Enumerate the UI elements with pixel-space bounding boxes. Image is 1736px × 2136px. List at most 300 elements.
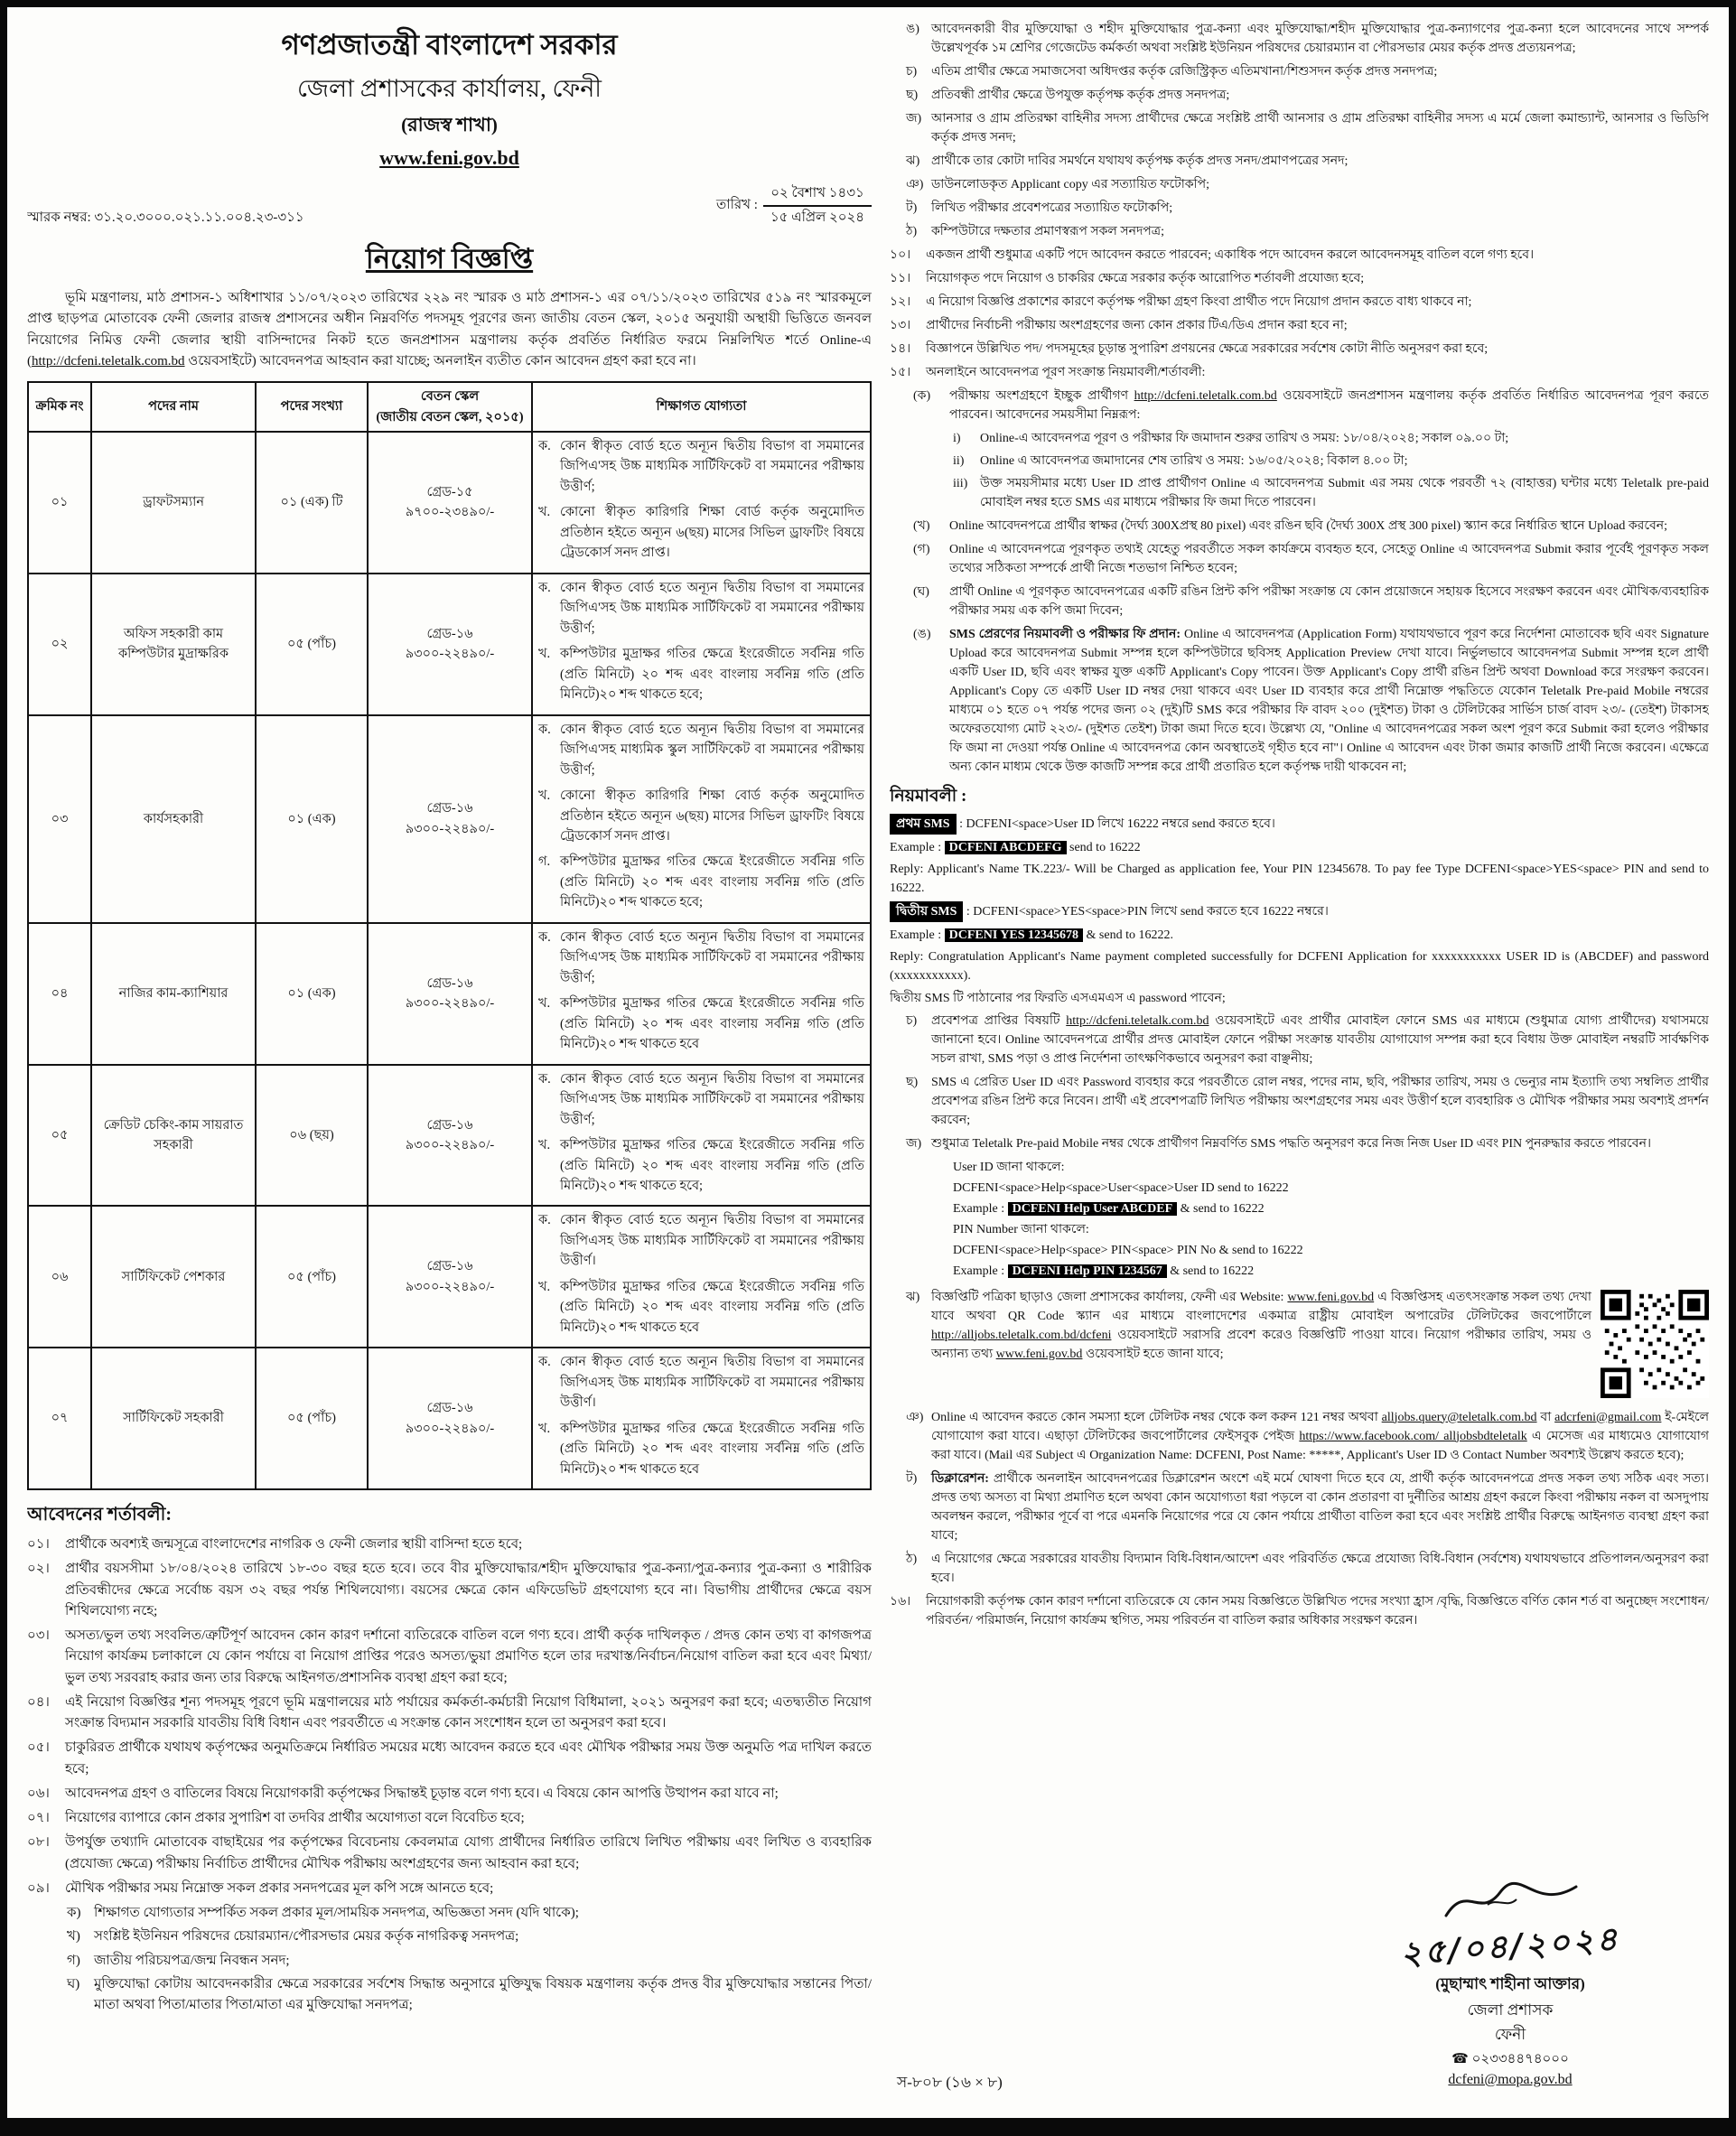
pay-grade: গ্রেড-১৬ <box>426 1117 473 1133</box>
doc-text: প্রতিবন্ধী প্রার্থীর ক্ষেত্রে উপযুক্ত কর্তৃপক্ষ কর্তৃক প্রদত্ত সনদপত্র; <box>931 89 1230 102</box>
qualifications-cell <box>532 923 871 1065</box>
example-suffix: & send to 16222 <box>1166 1264 1255 1278</box>
rule-item-ta-declaration <box>906 1469 1709 1545</box>
office-website-link[interactable]: www.feni.gov.bd <box>379 146 519 170</box>
qual-text: কোন স্বীকৃত বোর্ড হতে অন্যূন দ্বিতীয় বিভাগ বা সমমানের জিপিএ'সহ উচ্চ মাধ্যমিক সার্টিফিকেট বা সমমানের পরীক্ষায় উত্তীর্ণ; <box>560 439 864 494</box>
document-list-item <box>906 152 1709 171</box>
row-serial: ০৩ <box>28 715 91 923</box>
post-count: ০৫ (পাঁচ) <box>256 1206 368 1348</box>
pay-range: ৯৩০০-২২৪৯০/- <box>405 821 495 836</box>
document-list-item <box>906 62 1709 81</box>
qual-text: কোনো স্বীকৃত কারিগরি শিক্ষা বোর্ড কর্তৃক অনুমোদিত প্রতিষ্ঠান হইতে অন্যূন ৬(ছয়) মাসের সিভিল ড্রাফটিং বিষয়ে ট্রেডকোর্স সনদ প্রাপ্ত। <box>560 505 864 561</box>
doc-label: ঘ) <box>67 1976 80 1991</box>
first-sms-reply: Reply: Applicant's Name TK.223/- Will be Charged as application fee, Your PIN 12345678. To pay fee Type DCFENI<space>YES<space> PIN and send to 16222. <box>890 862 1709 895</box>
qual-label: ক. <box>538 439 551 454</box>
condition-item <box>27 1738 872 1780</box>
signer-name: (মুছাম্মাৎ শাহীনা আক্তার) <box>1435 1975 1585 1992</box>
rule-text: ওয়েবসাইটে সরাসরি প্রবেশ করেও বিজ্ঞপ্তিটি পাওয়া যাবে। নিয়োগ পরীক্ষার তারিখ, সময় ও অন্যান্য তথ্য <box>931 1328 1591 1361</box>
rule-text: এ নিয়োগের ক্ষেত্রে সরকারের যাবতীয় বিদ্যমান বিধি-বিধান/আদেশ এবং পরিবর্তিত ক্ষেত্রে প্রযোজ্য বিধি-বিধান (সর্বশেষ) যথাযথভাবে প্রতিপালন/অনুসরণ করা হবে। <box>931 1552 1709 1585</box>
teletalk-query-email-link[interactable]: alljobs.query@teletalk.com.bd <box>1381 1410 1537 1424</box>
post-count: ০১ (এক) <box>256 923 368 1065</box>
rule-item-jha <box>906 1288 1709 1404</box>
document-list-item <box>906 199 1709 218</box>
col-header-post: পদের নাম <box>91 382 256 432</box>
row-serial: ০৫ <box>28 1065 91 1207</box>
condition-number: ১৩। <box>890 319 911 332</box>
post-name: কার্যসহকারী <box>91 715 256 923</box>
condition-item <box>27 1879 872 1899</box>
first-sms-badge: প্রথম SMS <box>890 814 957 835</box>
col-header-serial: ক্রমিক নং <box>28 382 91 432</box>
rule-item-chha <box>906 1073 1709 1130</box>
roman-item <box>953 452 1709 471</box>
sms-fee-text: Online এ আবেদনপত্র (Application Form) যথাযথভাবে পূরণ করে নির্দেশনা মোতাবেক ছবি এবং Signature Upload করে আবেদনপত্র Submit সম্পন্ন হলে কম্পিউটারে ছবিসহ Application Preview দেখা যাবে। নির্ভুলভাবে আবেদনপত্র Submit সম্পন্ন হলে প্রার্থী একটি User ID, ছবি এবং স্বাক্ষর যুক্ত একটি Applicant's Copy পাবেন। উক্ত Applicant's Copy প্রার্থী রঙিন প্রিন্ট অথবা Download করে সংরক্ষণ করবেন। Applicant's Copy তে একটি User ID নম্বর দেয়া থাকবে এবং User ID ব্যবহার করে প্রার্থী নিম্নোক্ত পদ্ধতিতে যেকোন Teletalk Pre-paid Mobile নম্বরের মাধ্যমে ০১ হতে ০৭ পর্যন্ত পদের জন্য ০২ (দুই)টি SMS করে পরীক্ষার ফি বাবদ ২০০ (দুইশত) টাকা ও টেলিটকের সার্ভিস চার্জ বাবদ ২৩/- (তেইশ) টাকাসহ অফেরতযোগ্য মোট ২২৩/- (দুইশত তেইশ) টাকা জমা দিতে হবে। উল্লেখ্য যে, "Online এ আবেদনপত্রের সকল অংশ পূরণ করে Submit করা হলেও পরীক্ষার ফি জমা না দেওয়া পর্যন্ত Online এ আবেদনপত্র কোন অবস্থাতেই গৃহীত হবে না"। Online এ আবেদন এবং টাকা জমার কাজটি প্রার্থী নিজে করবেন। এক্ষেত্রে অন্য কোন মাধ্যম থেকে উক্ত কাজটি সম্পন্ন করে প্রার্থী প্রতারিত হলে কর্তৃপক্ষ দায়ী থাকবেন না; <box>949 628 1709 774</box>
condition-number: ০৮। <box>27 1835 50 1851</box>
qual-label: খ. <box>538 647 551 662</box>
example-label: Example : <box>953 1201 1008 1216</box>
qual-text: কোন স্বীকৃত বোর্ড হতে অন্যূন দ্বিতীয় বিভাগ বা সমমানের জিপিএ'সহ মাধ্যমিক স্কুল সার্টিফিকেট বা সমমানের পরীক্ষায় উত্তীর্ণ; <box>560 722 864 778</box>
document-list-item <box>67 1974 872 2017</box>
condition-item <box>27 1833 872 1875</box>
facebook-page-link[interactable]: https://www.facebook.com/ alljobsbdteletalk <box>1299 1429 1527 1443</box>
qual-label: ক. <box>538 722 551 737</box>
col-header-scale-line1: বেতন স্কেল <box>420 389 480 405</box>
condition-item <box>27 1693 872 1735</box>
condition-number: ০৬। <box>27 1786 50 1801</box>
sub-item-gha <box>913 583 1709 620</box>
condition-text: উপর্যুক্ত তথ্যাদি মোতাবেক বাছাইয়ের পর কর্তৃপক্ষের বিবেচনায় কেবলমাত্র যোগ্য প্রার্থীদের নির্ধারিত তারিখে লিখিত পরীক্ষায় এবং লিখিত ও ব্যবহারিক (প্রযোজ্য ক্ষেত্রে) পরীক্ষায় নির্বাচিত প্রার্থীদের মৌখিক পরীক্ষায় অংশগ্রহণের জন্য আহবান করা হবে; <box>65 1835 872 1871</box>
alljobs-portal-link[interactable]: http://alljobs.teletalk.com.bd/dcfeni <box>931 1328 1112 1342</box>
pin-recovery-label: PIN Number জানা থাকলে: <box>953 1222 1089 1236</box>
post-count: ০১ (এক) <box>256 715 368 923</box>
rule-text: ওয়েবসাইটে এবং প্রার্থীর মোবাইল ফোনে SMS এর মাধ্যমে (শুধুমাত্র যোগ্য প্রার্থীদের) যথাসময়ে জানানো হবে। Online আবেদনপত্রে প্রার্থীর প্রদত্ত মোবাইল ফোনে পরীক্ষা সংক্রান্ত যাবতীয় যোগাযোগ সম্পন্ন করা হবে বিধায় উক্ত মোবাইল নম্বরটি সার্বক্ষণিক সচল রাখা, SMS পড়া ও প্রাপ্ত নির্দেশনা তাৎক্ষণিকভাবে অনুসরণ করা বাঞ্ছনীয়; <box>931 1013 1709 1066</box>
table-row <box>28 432 871 574</box>
doc-label: ট) <box>906 201 918 215</box>
table-row <box>28 923 871 1065</box>
post-count: ০৫ (পাঁচ) <box>256 1348 368 1489</box>
document-list-item <box>906 175 1709 194</box>
example-highlighted: DCFENI Help PIN 1234567 <box>1008 1264 1167 1278</box>
phone-line <box>1348 2049 1673 2070</box>
qual-text: কম্পিউটার মুদ্রাক্ষর গতির ক্ষেত্রে ইংরেজীতে সর্বনিম্ন গতি (প্রতি মিনিটে) ২০ শব্দ এবং বাংলায় সর্বনিম্ন গতি (প্রতি মিনিটে)২০ শব্দ থাকতে হবে; <box>560 1138 864 1194</box>
rules-heading: নিয়মাবলী : <box>890 787 967 806</box>
rule-text: এ বিজ্ঞপ্তিসহ এতৎসংক্রান্ত সকল তথ্য দেখা যাবে অথবা QR Code স্ক্যান এর মাধ্যমে বাংলাদেশের একমাত্র রাষ্ট্রীয় মোবাইল অপারেটর টেলিটকের জবপোর্টালে <box>931 1290 1591 1323</box>
col-header-scale-line2: (জাতীয় বেতন স্কেল, ২০১৫) <box>376 409 524 424</box>
second-sms-example <box>890 926 1709 945</box>
qual-label: ক. <box>538 1355 551 1370</box>
second-sms-line <box>890 901 1709 922</box>
condition-text: মৌখিক পরীক্ষার সময় নিম্নোক্ত সকল প্রকার সনদপত্রের মূল কপি সঙ্গে আনতে হবে; <box>65 1880 494 1896</box>
application-site-link[interactable]: http://dcfeni.teletalk.com.bd <box>1066 1013 1209 1028</box>
sms-fee-lead: SMS প্রেরণের নিয়মাবলী ও পরীক্ষার ফি প্রদান: <box>949 628 1181 641</box>
press-code: স-৮০৮ (১৬ × ৮) <box>897 2074 1003 2091</box>
qual-label: খ. <box>538 1138 551 1153</box>
second-sms-reply: Reply: Congratulation Applicant's Name payment completed successfully for DCFENI Application for xxxxxxxxxxx USER ID is (ABCDEF) and password (xxxxxxxxxxx). <box>890 949 1709 983</box>
condition-text: প্রার্থীর বয়সসীমা ১৮/০৪/২০২৪ তারিখে ১৮-৩০ বছর হতে হবে। তবে বীর মুক্তিযোদ্ধার/শহীদ মুক্তিযোদ্ধার পুত্র-কন্যা/পুত্র-কন্যার পুত্র-কন্যা ও শারীরিক প্রতিবন্ধীদের ক্ষেত্রে সর্বোচ্চ বয়স ৩২ বছর পর্যন্ত শিথিলযোগ্য। বয়সের ক্ষেত্রে কোন এফিডেভিট গ্রহণযোগ্য হবে না। বিভাগীয় প্রার্থীদের ক্ষেত্রে বয়স শিথিলযোগ্য নহে; <box>65 1562 872 1618</box>
qual-label: ক. <box>538 929 551 945</box>
qualifications-cell <box>532 1348 871 1489</box>
condition-item <box>890 1592 1709 1630</box>
intro-text-1: ভূমি মন্ত্রণালয়, মাঠ প্রশাসন-১ অধিশাখার ১১/০৭/২০২৩ তারিখের ২২৯ নং স্মারক ও মাঠ প্রশাসন-১ এর ০৭/১১/২০২৩ তারিখের ৫১৯ নং স্মারকমূলে প্রাপ্ত ছাড়পত্র মোতাবেক ফেনী জেলার রাজস্ব প্রশাসনের অধীন নিম্নবর্ণিত পদসমূহ পূরণের জন্য জাতীয় বেতন স্কেল, ২০১৫ অনুযায়ী অস্থায়ী ভিত্তিতে জনবল নিয়োগের নিমিত্ত ফেনী জেলার স্থায়ী বাসিন্দাদের নিকট হতে জনপ্রশাসন মন্ত্রণালয় কর্তৃক প্রবর্তিত নির্ধারিত ফরমে নিম্নলিখিত শর্তে Online-এ ( <box>27 291 872 368</box>
pay-range: ৯৩০০-২২৪৯০/- <box>405 1138 495 1153</box>
positions-table <box>27 381 872 1490</box>
condition-text: নিয়োগকারী কর্তৃপক্ষ কোন কারণ দর্শানো ব্যতিরেকে যে কোন সময় বিজ্ঞপ্তিতে উল্লিখিত পদের সংখ্যা হ্রাস /বৃদ্ধি, বিজ্ঞপ্তিতে বর্ণিত কোন শর্ত বা অনুচ্ছেদ সংশোধন/ পরিবর্তন/ পরিমার্জন, নিয়োগ কার্যক্রম স্থগিত, সময় পরিবর্তন বা বাতিল করার অধিকার সংরক্ষণ করেন। <box>926 1594 1709 1628</box>
government-title: গণপ্রজাতন্ত্রী বাংলাদেশ সরকার <box>281 29 618 61</box>
pay-scale <box>368 574 532 715</box>
first-sms-text: : DCFENI<space>User ID লিখে 16222 নম্বরে send করতে হবে। <box>956 816 1275 831</box>
handwritten-date: ২৫/০৪/২০২৪ <box>1399 1919 1621 1973</box>
intro-text-2: ওয়েবসাইটে) আবেদনপত্র আহবান করা যাচ্ছে; অনলাইন ব্যতীত কোন আবেদন গ্রহণ করা হবে না। <box>184 353 696 368</box>
document-list-item <box>906 20 1709 58</box>
roman-item <box>953 429 1709 448</box>
roman-label: ii) <box>953 454 965 468</box>
qual-text: কোন স্বীকৃত বোর্ড হতে অন্যূন দ্বিতীয় বিভাগ বা সমমানের জিপিএ'সহ উচ্চ মাধ্যমিক সার্টিফিকেট বা সমমানের পরীক্ষায় উত্তীর্ণ; <box>560 1071 864 1127</box>
qual-label: ক. <box>538 1071 551 1087</box>
feni-website-link[interactable]: www.feni.gov.bd <box>995 1347 1083 1361</box>
pay-grade: গ্রেড-১৬ <box>426 626 473 641</box>
condition-text: নিয়োগকৃত পদে নিয়োগ ও চাকরির ক্ষেত্রে সরকার কর্তৃক আরোপিত শর্তাবলী প্রযোজ্য হবে; <box>926 272 1365 285</box>
condition-item <box>890 316 1709 335</box>
condition-number: ১১। <box>890 272 911 285</box>
qual-label: খ. <box>538 788 551 804</box>
example-highlighted: DCFENI Help User ABCDEF <box>1008 1202 1177 1216</box>
document-list-item <box>67 1903 872 1924</box>
doc-text: এতিম প্রার্থীর ক্ষেত্রে সমাজসেবা অধিদপ্তর কর্তৃক রেজিস্ট্রিকৃত এতিমখানা/শিশুসদন কর্তৃক প্রদত্ত সনদপত্র; <box>931 65 1438 79</box>
rule-text: প্রবেশপত্র প্রাপ্তির বিষয়টি <box>931 1013 1067 1028</box>
rule-text: ই-মেইলে যোগাযোগ করা যাবে। এছাড়া টেলিটকের জবপোর্টালের ফেইসবুক পেইজ <box>931 1410 1709 1443</box>
row-serial: ০৭ <box>28 1348 91 1489</box>
rule-item-ja <box>906 1134 1709 1153</box>
pay-range: ৯৩০০-২২৪৯০/- <box>405 996 495 1012</box>
doc-text: আবেদনকারী বীর মুক্তিযোদ্ধা ও শহীদ মুক্তিযোদ্ধার পুত্র-কন্যা এবং মুক্তিযোদ্ধা/শহীদ মুক্তিযোদ্ধার পুত্র-কন্যাগণের পুত্র-কন্যা হলে আবেদনের সাথে সম্পর্ক উল্লেখপূর্বক ১ম শ্রেণির গেজেটেড কর্মকর্তা অথবা সংশ্লিষ্ট ইউনিয়ন পরিষদের চেয়ারম্যান বা পৌরসভার মেয়র কর্তৃক প্রদত্ত প্রত্যয়নপত্র; <box>931 23 1709 55</box>
roman-text: Online এ আবেদনপত্র জমাদানের শেষ তারিখ ও সময়: ১৬/০৫/২০২৪; বিকাল ৪.০০ টা; <box>980 454 1408 468</box>
sub-text: Online এ আবেদনপত্রে পূরণকৃত তথ্যই যেহেতু পরবর্তীতে সকল কার্যক্রমে ব্যবহৃত হবে, সেহেতু Online এ আবেদনপত্র Submit করার পূর্বেই পূরণকৃত সকল তথ্যের সঠিকতা সম্পর্কে প্রার্থী নিজে শতভাগ নিশ্চিত হবেন; <box>949 543 1709 575</box>
pay-grade: গ্রেড-১৬ <box>426 1259 473 1274</box>
doc-label: ঞ) <box>906 178 924 191</box>
doc-label: ঠ) <box>906 225 918 238</box>
sub-text: প্রার্থী Online এ পূরণকৃত আবেদনপত্রের একটি রঙিন প্রিন্ট কপি পরীক্ষা সংক্রান্ত যে কোন প্রয়োজনে সহায়ক হিসেবে সংরক্ষণ করবেন এবং মৌখিক/ব্যবহারিক পরীক্ষার সময় এক কপি জমা দিবেন; <box>949 585 1709 618</box>
document-list-item <box>67 1951 872 1972</box>
second-sms-text: : DCFENI<space>YES<space>PIN লিখে send করতে হবে 16222 নম্বরে। <box>963 904 1329 919</box>
rule-label: ঠ) <box>906 1552 918 1566</box>
userid-recovery-command: DCFENI<space>Help<space>User<space>User ID send to 16222 <box>953 1180 1289 1195</box>
document-list-item <box>67 1926 872 1947</box>
condition-number: ০২। <box>27 1562 50 1577</box>
qual-label: খ. <box>538 1421 551 1436</box>
signer-district: ফেনী <box>1494 2026 1526 2043</box>
qual-text: কম্পিউটার মুদ্রাক্ষর গতির ক্ষেত্রে ইংরেজীতে সর্বনিম্ন গতি (প্রতি মিনিটে) ২০ শব্দ এবং বাংলায় সর্বনিম্ন গতি (প্রতি মিনিটে)২০ শব্দ থাকতে হবে <box>560 1279 864 1335</box>
doc-text: মুক্তিযোদ্ধা কোটায় আবেদনকারীর ক্ষেত্রে সরকারের সর্বশেষ সিদ্ধান্ত অনুসারে মুক্তিযুদ্ধ বিষয়ক মন্ত্রণালয় কর্তৃক প্রদত্ত বীর মুক্তিযোদ্ধার সন্তানের পিতা/মাতা অথবা পিতা/মাতার পিতা/মাতা এর মুক্তিযোদ্ধা সনদপত্র; <box>94 1976 872 2013</box>
application-site-link[interactable]: http://dcfeni.teletalk.com.bd <box>1134 389 1277 403</box>
doc-label: চ) <box>906 65 918 79</box>
col-header-count: পদের সংখ্যা <box>256 382 368 432</box>
example-suffix: send to 16222 <box>1066 840 1141 854</box>
condition-text: প্রার্থীদের নির্বাচনী পরীক্ষায় অংশগ্রহণের জন্য কোন প্রকার টিএ/ডিএ প্রদান করা হবে না; <box>926 319 1348 332</box>
qual-text: কম্পিউটার মুদ্রাক্ষর গতির ক্ষেত্রে ইংরেজীতে সর্বনিম্ন গতি (প্রতি মিনিটে) ২০ শব্দ এবং বাংলায় সর্বনিম্ন গতি (প্রতি মিনিটে)২০ শব্দ থাকতে হবে <box>560 1421 864 1477</box>
condition-text: চাকুরিরত প্রার্থীকে যথাযথ কর্তৃপক্ষের অনুমতিক্রমে নির্ধারিত সময়ের মধ্যে আবেদন করতে হবে এবং মৌখিক পরীক্ষার সময় উক্ত অনুমতি পত্র দাখিল করতে হবে; <box>65 1740 872 1777</box>
doc-text: সংশ্লিষ্ট ইউনিয়ন পরিষদের চেয়ারম্যান/পৌরসভার মেয়র কর্তৃক নাগরিকত্ব সনদপত্র; <box>94 1929 519 1945</box>
doc-text: ডাউনলোডকৃত Applicant copy এর সত্যায়িত ফটোকপি; <box>931 178 1209 191</box>
sub-item-ga <box>913 540 1709 578</box>
condition-number: ১৬। <box>890 1594 911 1609</box>
doc-text: আনসার ও গ্রাম প্রতিরক্ষা বাহিনীর সদস্য প্রার্থীদের ক্ষেত্রে সংশ্লিষ্ট প্রার্থী আনসার ও গ্রাম প্রতিরক্ষা বাহিনীর সদস্য এ মর্মে জেলা কমান্ড্যান্ট, আনসার ও ভিডিপি কর্তৃক প্রদত্ত সনদ; <box>931 112 1709 145</box>
example-highlighted: DCFENI YES 12345678 <box>945 928 1083 942</box>
notice-title: নিয়োগ বিজ্ঞপ্তি <box>365 243 534 275</box>
pay-grade: গ্রেড-১৬ <box>426 975 473 991</box>
condition-text: নিয়োগের ব্যাপারে কোন প্রকার সুপারিশ বা তদবির প্রার্থীর অযোগ্যতা বলে বিবেচিত হবে; <box>65 1811 525 1826</box>
roman-text: Online-এ আবেদনপত্র পূরণ ও পরীক্ষার ফি জমাদান শুরুর তারিখ ও সময়: ১৮/০৪/২০২৪; সকাল ০৯.০০ টা; <box>980 432 1509 445</box>
qualifications-cell <box>532 715 871 923</box>
memo-number: স্মারক নম্বর: ৩১.২০.৩০০০.০২১.১১.০০৪.২৩-৩১১ <box>27 210 304 225</box>
doc-label: ছ) <box>906 89 919 102</box>
qual-text: কম্পিউটার মুদ্রাক্ষর গতির ক্ষেত্রে ইংরেজীতে সর্বনিম্ন গতি (প্রতি মিনিটে) ২০ শব্দ এবং বাংলায় সর্বনিম্ন গতি (প্রতি মিনিটে)২০ শব্দ থাকতে হবে; <box>560 647 864 703</box>
pay-scale <box>368 715 532 923</box>
condition-number: ১০। <box>890 248 911 262</box>
phone-icon: ☎ <box>1451 2051 1469 2066</box>
condition-text: আবেদনপত্র গ্রহণ ও বাতিলের বিষয়ে নিয়োগকারী কর্তৃপক্ষের সিদ্ধান্তই চূড়ান্ত বলে গণ্য হবে। এ বিষয়ে কোন আপত্তি উত্থাপন করা যাবে না; <box>65 1786 779 1801</box>
rule-label: ট) <box>906 1471 918 1486</box>
condition-text: বিজ্ঞাপনে উল্লিখিত পদ/ পদসমূহের চূড়ান্ত সুপারিশ প্রণয়নের ক্ষেত্রে সরকারের সর্বশেষ কোটা নীতি অনুসরণ করা হবে; <box>926 342 1489 356</box>
condition-number: ০৯। <box>27 1880 50 1896</box>
pay-grade: গ্রেড-১৬ <box>426 801 473 816</box>
row-serial: ০২ <box>28 574 91 715</box>
sub-label: (ঘ) <box>913 585 929 599</box>
sub-label: (গ) <box>913 543 930 556</box>
memo-row <box>27 183 872 229</box>
condition-text: এই নিয়োগ বিজ্ঞপ্তির শূন্য পদসমূহ পূরণে ভূমি মন্ত্রণালয়ের মাঠ পর্যায়ের কর্মকর্তা-কর্মচারী নিয়োগ বিধিমালা, ২০২১ অনুসরণ করা হবে; এতদ্ব্যতীত নিয়োগ সংক্রান্ত বিদ্যমান সরকারি যাবতীয় বিধি বিধান এবং পরবর্তীতে এ সংক্রান্ত কোন সংশোধন হলে তা অনুসরণ করা হবে। <box>65 1694 872 1731</box>
post-name: অফিস সহকারী কাম কম্পিউটার মুদ্রাক্ষরিক <box>91 574 256 715</box>
sub-text: Online আবেদনপত্রে প্রার্থীর স্বাক্ষর (দৈর্ঘ্য 300Xপ্রস্থ 80 pixel) এবং রঙিন ছবি (দৈর্ঘ্য 300X প্রস্থ 300 pixel) স্ক্যান করে নির্ধারিত স্থানে Upload করবেন; <box>949 519 1668 533</box>
rule-text: Online এ আবেদন করতে কোন সমস্যা হলে টেলিটক নম্বর থেকে কল করুন 121 নম্বর অথবা <box>931 1410 1382 1424</box>
document-list-item <box>906 86 1709 105</box>
pay-scale <box>368 1348 532 1489</box>
condition-item <box>27 1534 872 1555</box>
table-row <box>28 1348 871 1489</box>
pay-range: ৯৩০০-২২৪৯০/- <box>405 1421 495 1436</box>
rule-item-cha <box>906 1012 1709 1068</box>
qual-text: কোন স্বীকৃত বোর্ড হতে অন্যূন দ্বিতীয় বিভাগ বা সমমানের জিপিএ'সহ উচ্চ মাধ্যমিক সার্টিফিকেট বা সমমানের পরীক্ষায় উত্তীর্ণ; <box>560 580 864 636</box>
example-label: Example : <box>890 928 945 942</box>
signer-designation: জেলা প্রশাসক <box>1467 2001 1554 2019</box>
row-serial: ০৬ <box>28 1206 91 1348</box>
condition-item <box>27 1559 872 1622</box>
rule-label: ঞ) <box>906 1410 924 1424</box>
pay-grade: গ্রেড-১৫ <box>426 484 473 499</box>
condition-item <box>27 1626 872 1689</box>
table-row <box>28 1065 871 1207</box>
post-name: নাজির কাম-ক্যাশিয়ার <box>91 923 256 1065</box>
sub-text: পরীক্ষায় অংশগ্রহণে ইচ্ছুক প্রার্থীগণ <box>949 389 1134 403</box>
doc-text: প্রার্থীকে তার কোটা দাবির সমর্থনে যথাযথ কর্তৃপক্ষ কর্তৃক প্রদত্ত সনদ/প্রমাণপত্রের সনদ; <box>931 154 1349 168</box>
left-column <box>27 20 872 2105</box>
pin-recovery-command: DCFENI<space>Help<space> PIN<space> PIN No & send to 16222 <box>953 1243 1303 1257</box>
rule-label: জ) <box>906 1136 922 1151</box>
condition-text: প্রার্থীকে অবশ্যই জন্মসূত্রে বাংলাদেশের নাগরিক ও ফেনী জেলার স্থায়ী বাসিন্দা হতে হবে; <box>65 1537 523 1553</box>
example-suffix: & send to 16222 <box>1177 1201 1265 1216</box>
declaration-lead: ডিক্লারেশন: <box>931 1471 989 1486</box>
application-site-link[interactable]: http://dcfeni.teletalk.com.bd <box>32 353 185 368</box>
qual-text: কোন স্বীকৃত বোর্ড হতে অন্যূন দ্বিতীয় বিভাগ বা সমমানের জিপিএসহ উচ্চ মাধ্যমিক সার্টিফিকেট বা সমমানের পরীক্ষায় উত্তীর্ণ। <box>560 1213 864 1269</box>
doc-text: শিক্ষাগত যোগ্যতার সম্পর্কিত সকল প্রকার মূল/সাময়িক সনদপত্র, অভিজ্ঞতা সনদ (যদি থাকে); <box>94 1906 579 1921</box>
date-english: ১৫ এপ্রিল ২০২৪ <box>770 210 864 225</box>
rule-text: শুধুমাত্র Teletalk Pre-paid Mobile নম্বর থেকে প্রার্থীগণ নিম্নবর্ণিত SMS পদ্ধতি অনুসরণ করে নিজ নিজ User ID এবং PIN পুনরুদ্ধার করতে পারবেন। <box>931 1136 1651 1151</box>
userid-recovery-example <box>953 1199 1709 1218</box>
doc-text: কম্পিউটারে দক্ষতার প্রমাণস্বরূপ সকল সনদপত্র; <box>931 225 1164 238</box>
office-name: জেলা প্রশাসকের কার্যালয়, ফেনী <box>296 75 602 103</box>
condition-number: ০৩। <box>27 1628 50 1644</box>
rule-item-tha <box>906 1550 1709 1588</box>
signature-block <box>1348 1881 1673 2091</box>
condition-number: ১৪। <box>890 342 911 356</box>
condition-number: ১৫। <box>890 366 911 379</box>
qual-label: খ. <box>538 505 551 520</box>
rule-label: ছ) <box>906 1075 919 1089</box>
pay-scale <box>368 1206 532 1348</box>
phone-number: ০২৩৩৪৪৭৪০০০ <box>1471 2051 1569 2066</box>
document-list-item <box>906 222 1709 241</box>
conditions-heading: আবেদনের শর্তাবলী: <box>27 1505 173 1525</box>
condition-number: ০১। <box>27 1537 50 1553</box>
condition-item <box>890 246 1709 265</box>
post-name: সার্টিফিকেট সহকারী <box>91 1348 256 1489</box>
qual-text: কম্পিউটার মুদ্রাক্ষর গতির ক্ষেত্রে ইংরেজীতে সর্বনিম্ন গতি (প্রতি মিনিটে) ২০ শব্দ এবং বাংলায় সর্বনিম্ন গতি (প্রতি মিনিটে)২০ শব্দ থাকতে হবে <box>560 996 864 1052</box>
sub-label: (ঙ) <box>913 628 931 641</box>
date-bangla: ০২ বৈশাখ ১৪৩১ <box>763 183 872 207</box>
example-label: Example : <box>953 1264 1008 1278</box>
sub-item-uma-sms-fee <box>913 625 1709 777</box>
rule-text: প্রার্থীকে অনলাইন আবেদনপত্রের ডিক্লারেশন অংশে এই মর্মে ঘোষণা দিতে হবে যে, প্রার্থী কর্তৃক আবেদনপত্রে প্রদত্ত সকল তথ্য সঠিক এবং সত্য। প্রদত্ত তথ্য অসত্য বা মিথ্যা প্রমাণিত হলে অথবা কোন অযোগ্যতা ধরা পড়লে বা কোন প্রতারণা বা দুর্নীতির আশ্রয় গ্রহণ করলে কিংবা পরীক্ষায় নকল বা অসদুপায় অবলম্বন করলে, পরীক্ষার পূর্বে বা পরে এমনকি নিয়োগের পরে যে কোন পর্যায়ে প্রার্থীতা বাতিল করা হবে এবং সংশ্লিষ্ট প্রার্থীর বিরুদ্ধে আইনগত ব্যবস্থা গ্রহণ করা যাবে; <box>931 1471 1709 1543</box>
second-sms-badge: দ্বিতীয় SMS <box>890 901 963 922</box>
pay-range: ৯৩০০-২২৪৯০/- <box>405 1279 495 1294</box>
qr-code <box>1601 1290 1709 1398</box>
qual-label: ক. <box>538 580 551 595</box>
doc-label: গ) <box>67 1953 80 1968</box>
first-sms-example <box>890 838 1709 857</box>
qual-label: খ. <box>538 1279 551 1294</box>
qual-text: কোনো স্বীকৃত কারিগরি শিক্ষা বোর্ড কর্তৃক অনুমোদিত প্রতিষ্ঠান হইতে অন্যূন ৬(ছয়) মাসের সিভিল ড্রাফটিং বিষয়ে ট্রেডকোর্স সনদ প্রাপ্ত। <box>560 788 864 844</box>
qualifications-cell <box>532 574 871 715</box>
qualifications-cell <box>532 1206 871 1348</box>
online-rules-item <box>890 363 1709 382</box>
qualifications-cell <box>532 1065 871 1207</box>
example-label: Example : <box>890 840 945 854</box>
condition-text: একজন প্রার্থী শুধুমাত্র একটি পদে আবেদন করতে পারবেন; একাধিক পদে আবেদন করলে আবেদনসমূহ বাতিল বলে গণ্য হবে। <box>926 248 1535 262</box>
condition-number: ১২। <box>890 295 911 309</box>
qual-label: গ. <box>538 854 551 870</box>
roman-item <box>953 474 1709 512</box>
rule-text: ওয়েবসাইট হতে জানা যাবে; <box>1082 1347 1224 1361</box>
rule-label: চ) <box>906 1013 918 1028</box>
post-count: ০৫ (পাঁচ) <box>256 574 368 715</box>
document-header <box>27 23 872 174</box>
table-header-row <box>28 382 871 432</box>
rule-text: বা <box>1536 1410 1555 1424</box>
example-highlighted: DCFENI ABCDEFG <box>945 841 1067 854</box>
right-column <box>890 20 1709 2105</box>
roman-label: iii) <box>953 477 968 490</box>
post-name: ক্রেডিট চেকিং-কাম সায়রাত সহকারী <box>91 1065 256 1207</box>
example-suffix: & send to 16222. <box>1083 928 1173 942</box>
pin-recovery-example <box>953 1262 1709 1281</box>
roman-label: i) <box>953 432 961 445</box>
table-row <box>28 574 871 715</box>
doc-label: ঙ) <box>906 23 919 36</box>
row-serial: ০১ <box>28 432 91 574</box>
rule-item-nya <box>906 1408 1709 1465</box>
doc-text: লিখিত পরীক্ষার প্রবেশপত্রের সত্যায়িত ফটোকপি; <box>931 201 1173 215</box>
table-row <box>28 1206 871 1348</box>
col-header-qualification: শিক্ষাগত যোগ্যতা <box>532 382 871 432</box>
sub-label: (ক) <box>913 389 931 403</box>
intro-paragraph <box>27 288 872 372</box>
sub-item-kha <box>913 517 1709 536</box>
doc-label: খ) <box>67 1929 80 1945</box>
pay-scale <box>368 1065 532 1207</box>
condition-number: ০৫। <box>27 1740 50 1756</box>
condition-number: ০৪। <box>27 1694 50 1710</box>
roman-text: উক্ত সময়সীমার মধ্যে User ID প্রাপ্ত প্রার্থীগণ Online এ আবেদনপত্র Submit এর সময় থেকে পরবর্তী ৭২ (বাহাত্তর) ঘন্টার মধ্যে Teletalk pre-paid মোবাইল নম্বর হতে SMS এর মাধ্যমে পরীক্ষার ফি জমা দিতে পারবেন। <box>980 477 1709 509</box>
rule-label: ঝ) <box>906 1290 920 1304</box>
doc-text: জাতীয় পরিচয়পত্র/জন্ম নিবন্ধন সনদ; <box>94 1953 290 1968</box>
pay-range: ৯৩০০-২২৪৯০/- <box>405 647 495 662</box>
table-row <box>28 715 871 923</box>
pay-range: ৯৭০০-২৩৪৯০/- <box>405 505 495 520</box>
pay-grade: গ্রেড-১৬ <box>426 1401 473 1416</box>
date-label: তারিখ : <box>716 198 758 213</box>
condition-item <box>890 269 1709 288</box>
feni-website-link[interactable]: www.feni.gov.bd <box>1287 1290 1375 1304</box>
rule-text: বিজ্ঞপ্তিটি পত্রিকা ছাড়াও জেলা প্রশাসকের কার্যালয়, ফেনী এর Website: <box>931 1290 1288 1304</box>
sub-text: ওয়েবসাইটে জনপ্রশাসন মন্ত্রণালয় কর্তৃক প্রবর্তিত নির্ধারিত আবেদনপত্র পূরণ করতে পারবেন। আবেদনের সময়সীমা নিম্নরূপ: <box>949 389 1709 422</box>
row-serial: ০৪ <box>28 923 91 1065</box>
doc-label: ঝ) <box>906 154 920 168</box>
condition-item <box>890 340 1709 359</box>
sub-item-ka <box>913 387 1709 424</box>
pay-scale <box>368 432 532 574</box>
date-block <box>716 183 872 229</box>
adc-feni-email-link[interactable]: adcrfeni@gmail.com <box>1554 1410 1662 1424</box>
sub-label: (খ) <box>913 519 930 533</box>
doc-label: ক) <box>67 1906 81 1921</box>
rule-text: এ মেসেজ এর মাধ্যমেও যোগাযোগ করা যাবে। (Mail এর Subject এ Organization Name: DCFENI, Post Name: *****, Applicant's User ID ও Contact Number অবশ্যই উল্লেখ করতে হবে); <box>931 1429 1709 1462</box>
qual-label: খ. <box>538 996 551 1012</box>
post-count: ০৬ (ছয়) <box>256 1065 368 1207</box>
qual-text: কম্পিউটার মুদ্রাক্ষর গতির ক্ষেত্রে ইংরেজীতে সর্বনিম্ন গতি (প্রতি মিনিটে) ২০ শব্দ এবং বাংলায় সর্বনিম্ন গতি (প্রতি মিনিটে)২০ শব্দ থাকতে হবে; <box>560 854 864 910</box>
document-list-item <box>906 109 1709 147</box>
sms-note: দ্বিতীয় SMS টি পাঠানোর পর ফিরতি এসএমএস এ password পাবেন; <box>890 991 1226 1005</box>
branch-name: (রাজস্ব শাখা) <box>401 113 498 135</box>
condition-item <box>27 1784 872 1805</box>
qualifications-cell <box>532 432 871 574</box>
condition-item <box>27 1808 872 1829</box>
post-count: ০১ (এক) টি <box>256 432 368 574</box>
dc-email-link[interactable]: dcfeni@mopa.gov.bd <box>1448 2072 1573 2087</box>
qual-text: কোন স্বীকৃত বোর্ড হতে অন্যূন দ্বিতীয় বিভাগ বা সমমানের জিপিএ'সহ উচ্চ মাধ্যমিক সার্টিফিকেট বা সমমানের পরীক্ষায় উত্তীর্ণ; <box>560 929 864 985</box>
condition-text: অনলাইনে আবেদনপত্র পূরণ সংক্রান্ত নিয়মাবলী/শর্তাবলী: <box>926 366 1206 379</box>
condition-text: অসত্য/ভুল তথ্য সংবলিত/ত্রুটিপূর্ণ আবেদন কোন কারণ দর্শানো ব্যতিরেকে বাতিল বলে গণ্য হবে। প্রার্থী কর্তৃক দাখিলকৃত / প্রদত্ত কোন তথ্য বা কাগজপত্র নিয়োগ কার্যক্রম চলাকালে যে কোন পর্যায়ে বা নিয়োগ প্রাপ্তির পরেও অসত্য/ভুয়া প্রমাণিত হলে তার দরখাস্ত/নির্বাচন/নিয়োগ বাতিল করা হবে এবং মিথ্যা/ভুল তথ্য সরবরাহ করার জন্য তার বিরুদ্ধে আইনগত/প্রশাসনিক ব্যবস্থা গ্রহণ করা হবে; <box>65 1628 872 1685</box>
condition-item <box>890 293 1709 312</box>
userid-pin-recovery-block <box>953 1158 1709 1281</box>
rule-text: SMS এ প্রেরিত User ID এবং Password ব্যবহার করে পরবর্তীতে রোল নম্বর, পদের নাম, ছবি, পরীক্ষার তারিখ, সময় ও ভেন্যুর নাম ইত্যাদি তথ্য সম্বলিত প্রার্থীর প্রবেশপত্র রঙিন প্রিন্ট করে নিবেন। প্রার্থী এই প্রবেশপত্রটি লিখিত পরীক্ষায় অংশগ্রহণের সময় এবং উত্তীর্ণ হলে ব্যবহারিক ও মৌখিক পরীক্ষার সময় অবশ্যই প্রদর্শন করবেন; <box>931 1075 1709 1127</box>
userid-recovery-label: User ID জানা থাকলে: <box>953 1160 1065 1174</box>
doc-label: জ) <box>906 112 922 126</box>
qual-text: কোন স্বীকৃত বোর্ড হতে অন্যূন দ্বিতীয় বিভাগ বা সমমানের জিপিএসহ উচ্চ মাধ্যমিক সার্টিফিকেট বা সমমানের পরীক্ষায় উত্তীর্ণ। <box>560 1355 864 1411</box>
condition-text: এ নিয়োগ বিজ্ঞপ্তি প্রকাশের কারণে কর্তৃপক্ষ পরীক্ষা গ্রহণ কিংবা প্রার্থীত পদে নিয়োগ প্রদান করতে বাধ্য থাকবে না; <box>926 295 1472 309</box>
first-sms-line <box>890 814 1709 835</box>
col-header-scale <box>368 382 532 432</box>
qual-label: ক. <box>538 1213 551 1228</box>
post-name: ড্রাফটসম্যান <box>91 432 256 574</box>
